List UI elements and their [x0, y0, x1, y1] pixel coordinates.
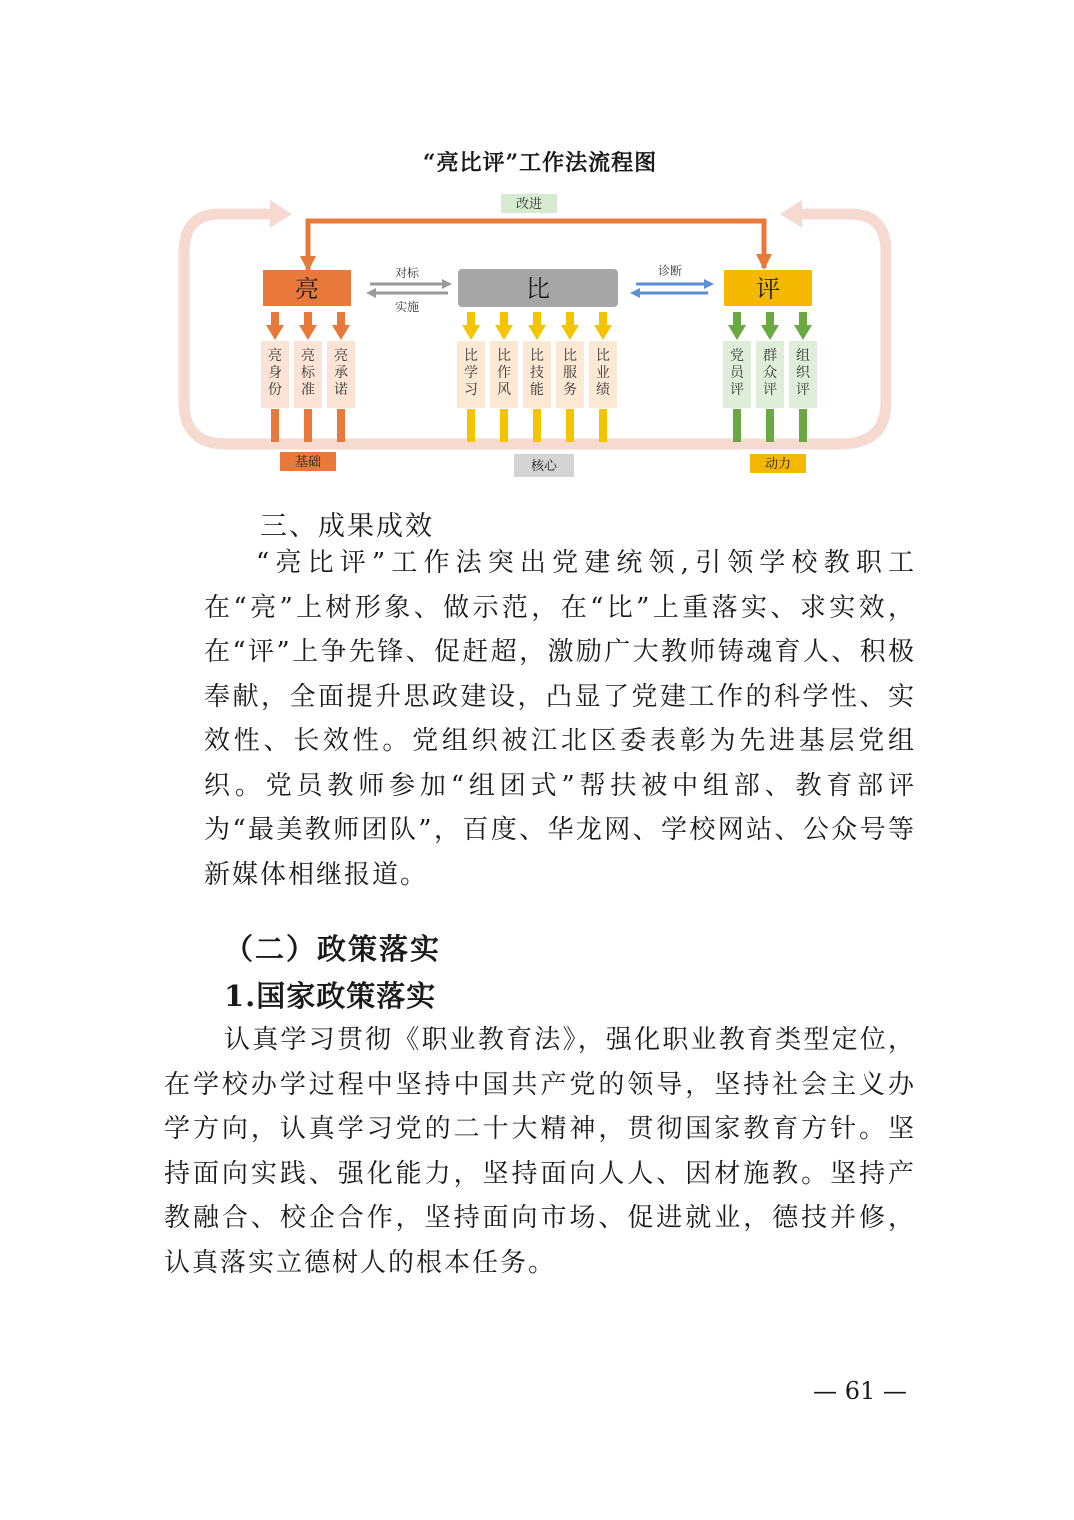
sub-arrow-head [495, 325, 513, 340]
sub-item-char: 诺 [334, 382, 348, 398]
flowchart [170, 188, 900, 480]
sub-item-char: 绩 [596, 382, 610, 398]
national-policy-paragraph: 认真学习贯彻《职业教育法》，强化职业教育类型定位，在学校办学过程中坚持中国共产党的领导，坚持社会主义办学方向，认真学习党的二十大精神，贯彻国家教育方针。坚持面向实践、强化能力，坚持面向人人、因材施教。坚持产教融合、校企合作，坚持面向市场、促进就业，德技并修，认真落实立德树人的根本任务。 [164, 1025, 916, 1278]
sub-item-ping-3 [789, 312, 817, 442]
loop-arrowhead-left [270, 200, 292, 228]
sub-item-char: 评 [796, 382, 810, 398]
sub-arrow-shaft [733, 312, 741, 326]
sub-item-stem [533, 409, 541, 442]
sub-item-char: 作 [497, 365, 511, 381]
sub-item-ping-1 [723, 312, 751, 442]
sub-item-bi-1 [457, 312, 485, 442]
sub-item-char: 比 [464, 348, 478, 364]
sub-arrow-head [462, 325, 480, 340]
sub-item-char: 服 [563, 365, 577, 381]
sub-item-ping-2 [756, 312, 784, 442]
sub-item-char: 能 [530, 382, 544, 398]
sub-arrow-head [761, 325, 779, 340]
sub-item-bi-3 [523, 312, 551, 442]
sub-arrow-head [266, 325, 284, 340]
sub-item-char: 比 [563, 348, 577, 364]
sub-arrow-head [728, 325, 746, 340]
sub-item-char: 份 [268, 382, 282, 398]
sub-item-char: 比 [596, 348, 610, 364]
sub-item-char: 评 [730, 382, 744, 398]
sub-item-char: 技 [530, 365, 544, 381]
sub-arrow-head [528, 325, 546, 340]
link-right-arrows [630, 279, 714, 298]
sub-arrow-shaft [337, 312, 345, 326]
sub-item-char: 身 [268, 365, 282, 381]
sub-item-stem [799, 409, 807, 442]
sub-item-char: 亮 [301, 348, 315, 364]
sub-item-stem [467, 409, 475, 442]
sub-item-stem [766, 409, 774, 442]
sub-item-stem [566, 409, 574, 442]
subsection-title-national-policy: 1.国家政策落实 [224, 979, 437, 1013]
sub-item-char: 织 [796, 365, 810, 381]
sub-item-char: 学 [464, 365, 478, 381]
sub-item-stem [733, 409, 741, 442]
link-left-bottom-label: 实施 [394, 300, 420, 314]
sub-arrow-shaft [500, 312, 508, 326]
sub-item-char: 业 [596, 365, 610, 381]
link-left-top-label: 对标 [394, 266, 420, 280]
sub-item-liang-3 [327, 312, 355, 442]
sub-arrow-shaft [599, 312, 607, 326]
sub-item-char: 承 [334, 365, 348, 381]
sub-item-char: 比 [497, 348, 511, 364]
sub-item-stem [337, 409, 345, 442]
improve-connector [300, 221, 772, 272]
sub-item-char: 亮 [268, 348, 282, 364]
sub-item-stem [599, 409, 607, 442]
sub-arrow-head [561, 325, 579, 340]
sub-item-char: 亮 [334, 348, 348, 364]
page-number: — 61 — [813, 1377, 907, 1405]
sub-item-char: 评 [763, 382, 777, 398]
sub-arrow-shaft [304, 312, 312, 326]
sub-item-liang-1 [261, 312, 289, 442]
sub-arrow-shaft [533, 312, 541, 326]
bottom-label-ping: 动力 [764, 457, 792, 472]
sub-arrow-shaft [271, 312, 279, 326]
sub-item-char: 众 [763, 365, 777, 381]
sub-arrow-head [332, 325, 350, 340]
sub-items [261, 312, 817, 442]
bottom-label-liang: 基础 [294, 455, 322, 470]
results-paragraph: “亮比评”工作法突出党建统领,引领学校教职工在“亮”上树形象、做示范，在“比”上重落实、求实效，在“评”上争先锋、促赶超，激励广大教师铸魂育人、积极奉献，全面提升思政建设，凸显了党建工作的科学性、实效性、长效性。党组织被江北区委表彰为先进基层党组织。党员教师参加“组团式”帮扶被中组部、教育部评为“最美教师团队”，百度、华龙网、学校网站、公众号等新媒体相继报道。 [204, 548, 916, 890]
link-left-arrows [366, 279, 452, 298]
sub-item-stem [271, 409, 279, 442]
node-bi: 比 [526, 275, 550, 303]
sub-item-char: 员 [730, 365, 744, 381]
sub-arrow-head [594, 325, 612, 340]
sub-item-char: 党 [730, 348, 744, 364]
sub-item-char: 标 [301, 365, 315, 381]
loop-arrowhead-right [780, 200, 802, 228]
sub-item-char: 比 [530, 348, 544, 364]
link-right-top-label: 诊断 [657, 264, 683, 278]
sub-item-char: 风 [497, 382, 511, 398]
sub-item-bi-5 [589, 312, 617, 442]
diagram-title: “亮比评”工作法流程图 [422, 150, 658, 176]
sub-item-char: 准 [301, 382, 315, 398]
sub-arrow-shaft [467, 312, 475, 326]
section-heading-results: 三、成果成效 [260, 511, 434, 542]
sub-item-char: 务 [563, 382, 577, 398]
sub-item-stem [500, 409, 508, 442]
node-ping: 评 [756, 275, 780, 303]
sub-arrow-shaft [766, 312, 774, 326]
sub-arrow-shaft [799, 312, 807, 326]
sub-item-char: 习 [464, 382, 478, 398]
sub-item-bi-4 [556, 312, 584, 442]
section-title-policy: （二）政策落实 [224, 932, 442, 966]
improve-label: 改进 [515, 197, 543, 212]
sub-item-char: 群 [763, 348, 777, 364]
sub-arrow-head [299, 325, 317, 340]
sub-arrow-head [794, 325, 812, 340]
sub-item-bi-2 [490, 312, 518, 442]
sub-arrow-shaft [566, 312, 574, 326]
bottom-label-bi: 核心 [530, 459, 558, 474]
sub-item-liang-2 [294, 312, 322, 442]
node-liang: 亮 [295, 275, 319, 303]
sub-item-stem [304, 409, 312, 442]
sub-item-char: 组 [796, 348, 810, 364]
